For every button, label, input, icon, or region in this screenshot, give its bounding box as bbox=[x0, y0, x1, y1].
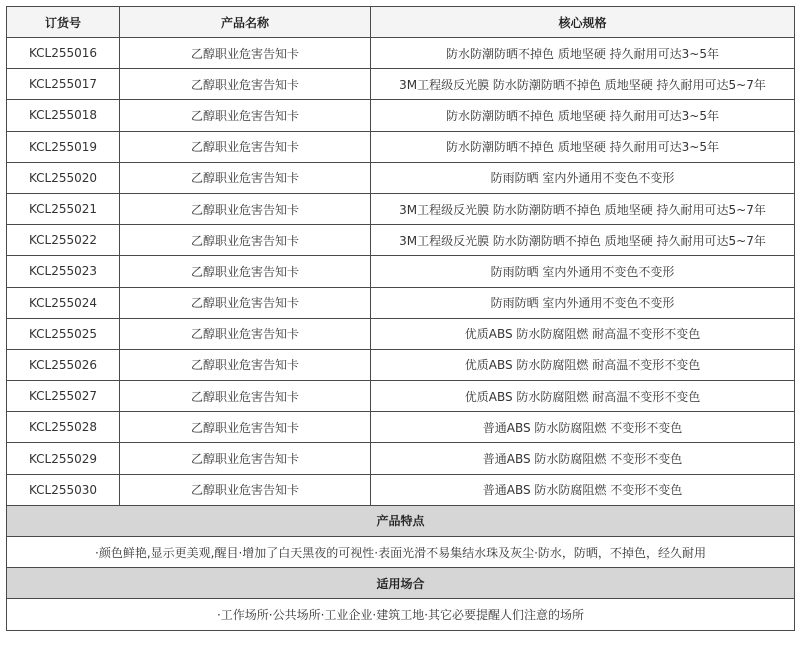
core-spec-cell: 防雨防晒 室内外通用不变色不变形 bbox=[371, 162, 795, 193]
product-name-cell: 乙醇职业危害告知卡 bbox=[120, 349, 371, 380]
spec-table bbox=[6, 6, 795, 631]
core-spec-cell: 防雨防晒 室内外通用不变色不变形 bbox=[371, 256, 795, 287]
core-spec-cell: 优质ABS 防水防腐阻燃 耐高温不变形不变色 bbox=[371, 381, 795, 412]
order-number-cell: KCL255022 bbox=[7, 225, 120, 256]
product-name-cell: 乙醇职业危害告知卡 bbox=[120, 69, 371, 100]
table-row bbox=[7, 381, 795, 412]
product-name-cell: 乙醇职业危害告知卡 bbox=[120, 256, 371, 287]
table-row bbox=[7, 318, 795, 349]
occasions-header-row bbox=[7, 568, 795, 599]
order-number-cell: KCL255029 bbox=[7, 443, 120, 474]
features-body-row bbox=[7, 537, 795, 568]
order-number-cell: KCL255024 bbox=[7, 287, 120, 318]
order-number-cell: KCL255026 bbox=[7, 349, 120, 380]
table-row bbox=[7, 69, 795, 100]
product-name-cell: 乙醇职业危害告知卡 bbox=[120, 131, 371, 162]
features-title: 产品特点 bbox=[7, 505, 795, 536]
table-row bbox=[7, 256, 795, 287]
order-number-cell: KCL255020 bbox=[7, 162, 120, 193]
order-number-cell: KCL255028 bbox=[7, 412, 120, 443]
features-text: ·颜色鲜艳,显示更美观,醒目·增加了白天黑夜的可视性·表面光滑不易集结水珠及灰尘·防水，防晒，不掉色，经久耐用 bbox=[7, 537, 795, 568]
table-row bbox=[7, 193, 795, 224]
table-row bbox=[7, 474, 795, 505]
product-name-cell: 乙醇职业危害告知卡 bbox=[120, 162, 371, 193]
order-number-cell: KCL255030 bbox=[7, 474, 120, 505]
core-spec-cell: 普通ABS 防水防腐阻燃 不变形不变色 bbox=[371, 412, 795, 443]
table-row bbox=[7, 443, 795, 474]
features-header-row bbox=[7, 505, 795, 536]
core-spec-cell: 3M工程级反光膜 防水防潮防晒不掉色 质地坚硬 持久耐用可达5~7年 bbox=[371, 225, 795, 256]
product-name-cell: 乙醇职业危害告知卡 bbox=[120, 287, 371, 318]
order-number-cell: KCL255018 bbox=[7, 100, 120, 131]
product-name-cell: 乙醇职业危害告知卡 bbox=[120, 474, 371, 505]
product-name-cell: 乙醇职业危害告知卡 bbox=[120, 193, 371, 224]
order-number-cell: KCL255021 bbox=[7, 193, 120, 224]
order-number-cell: KCL255023 bbox=[7, 256, 120, 287]
header-core-spec: 核心规格 bbox=[371, 7, 795, 38]
occasions-body-row bbox=[7, 599, 795, 630]
product-name-cell: 乙醇职业危害告知卡 bbox=[120, 443, 371, 474]
product-name-cell: 乙醇职业危害告知卡 bbox=[120, 225, 371, 256]
core-spec-cell: 防水防潮防晒不掉色 质地坚硬 持久耐用可达3~5年 bbox=[371, 38, 795, 69]
header-order-number: 订货号 bbox=[7, 7, 120, 38]
core-spec-cell: 防水防潮防晒不掉色 质地坚硬 持久耐用可达3~5年 bbox=[371, 131, 795, 162]
order-number-cell: KCL255016 bbox=[7, 38, 120, 69]
core-spec-cell: 优质ABS 防水防腐阻燃 耐高温不变形不变色 bbox=[371, 318, 795, 349]
core-spec-cell: 防雨防晒 室内外通用不变色不变形 bbox=[371, 287, 795, 318]
core-spec-cell: 普通ABS 防水防腐阻燃 不变形不变色 bbox=[371, 474, 795, 505]
table-row bbox=[7, 162, 795, 193]
table-row bbox=[7, 131, 795, 162]
core-spec-cell: 优质ABS 防水防腐阻燃 耐高温不变形不变色 bbox=[371, 349, 795, 380]
header-product-name: 产品名称 bbox=[120, 7, 371, 38]
table-row bbox=[7, 287, 795, 318]
table-row bbox=[7, 100, 795, 131]
core-spec-cell: 3M工程级反光膜 防水防潮防晒不掉色 质地坚硬 持久耐用可达5~7年 bbox=[371, 69, 795, 100]
core-spec-cell: 3M工程级反光膜 防水防潮防晒不掉色 质地坚硬 持久耐用可达5~7年 bbox=[371, 193, 795, 224]
product-name-cell: 乙醇职业危害告知卡 bbox=[120, 100, 371, 131]
table-row bbox=[7, 412, 795, 443]
table-row bbox=[7, 38, 795, 69]
table-row bbox=[7, 349, 795, 380]
order-number-cell: KCL255019 bbox=[7, 131, 120, 162]
core-spec-cell: 防水防潮防晒不掉色 质地坚硬 持久耐用可达3~5年 bbox=[371, 100, 795, 131]
order-number-cell: KCL255025 bbox=[7, 318, 120, 349]
order-number-cell: KCL255027 bbox=[7, 381, 120, 412]
table-row bbox=[7, 225, 795, 256]
occasions-title: 适用场合 bbox=[7, 568, 795, 599]
occasions-text: ·工作场所·公共场所·工业企业·建筑工地·其它必要提醒人们注意的场所 bbox=[7, 599, 795, 630]
product-name-cell: 乙醇职业危害告知卡 bbox=[120, 38, 371, 69]
product-name-cell: 乙醇职业危害告知卡 bbox=[120, 381, 371, 412]
core-spec-cell: 普通ABS 防水防腐阻燃 不变形不变色 bbox=[371, 443, 795, 474]
order-number-cell: KCL255017 bbox=[7, 69, 120, 100]
table-header-row bbox=[7, 7, 795, 38]
product-name-cell: 乙醇职业危害告知卡 bbox=[120, 412, 371, 443]
product-name-cell: 乙醇职业危害告知卡 bbox=[120, 318, 371, 349]
